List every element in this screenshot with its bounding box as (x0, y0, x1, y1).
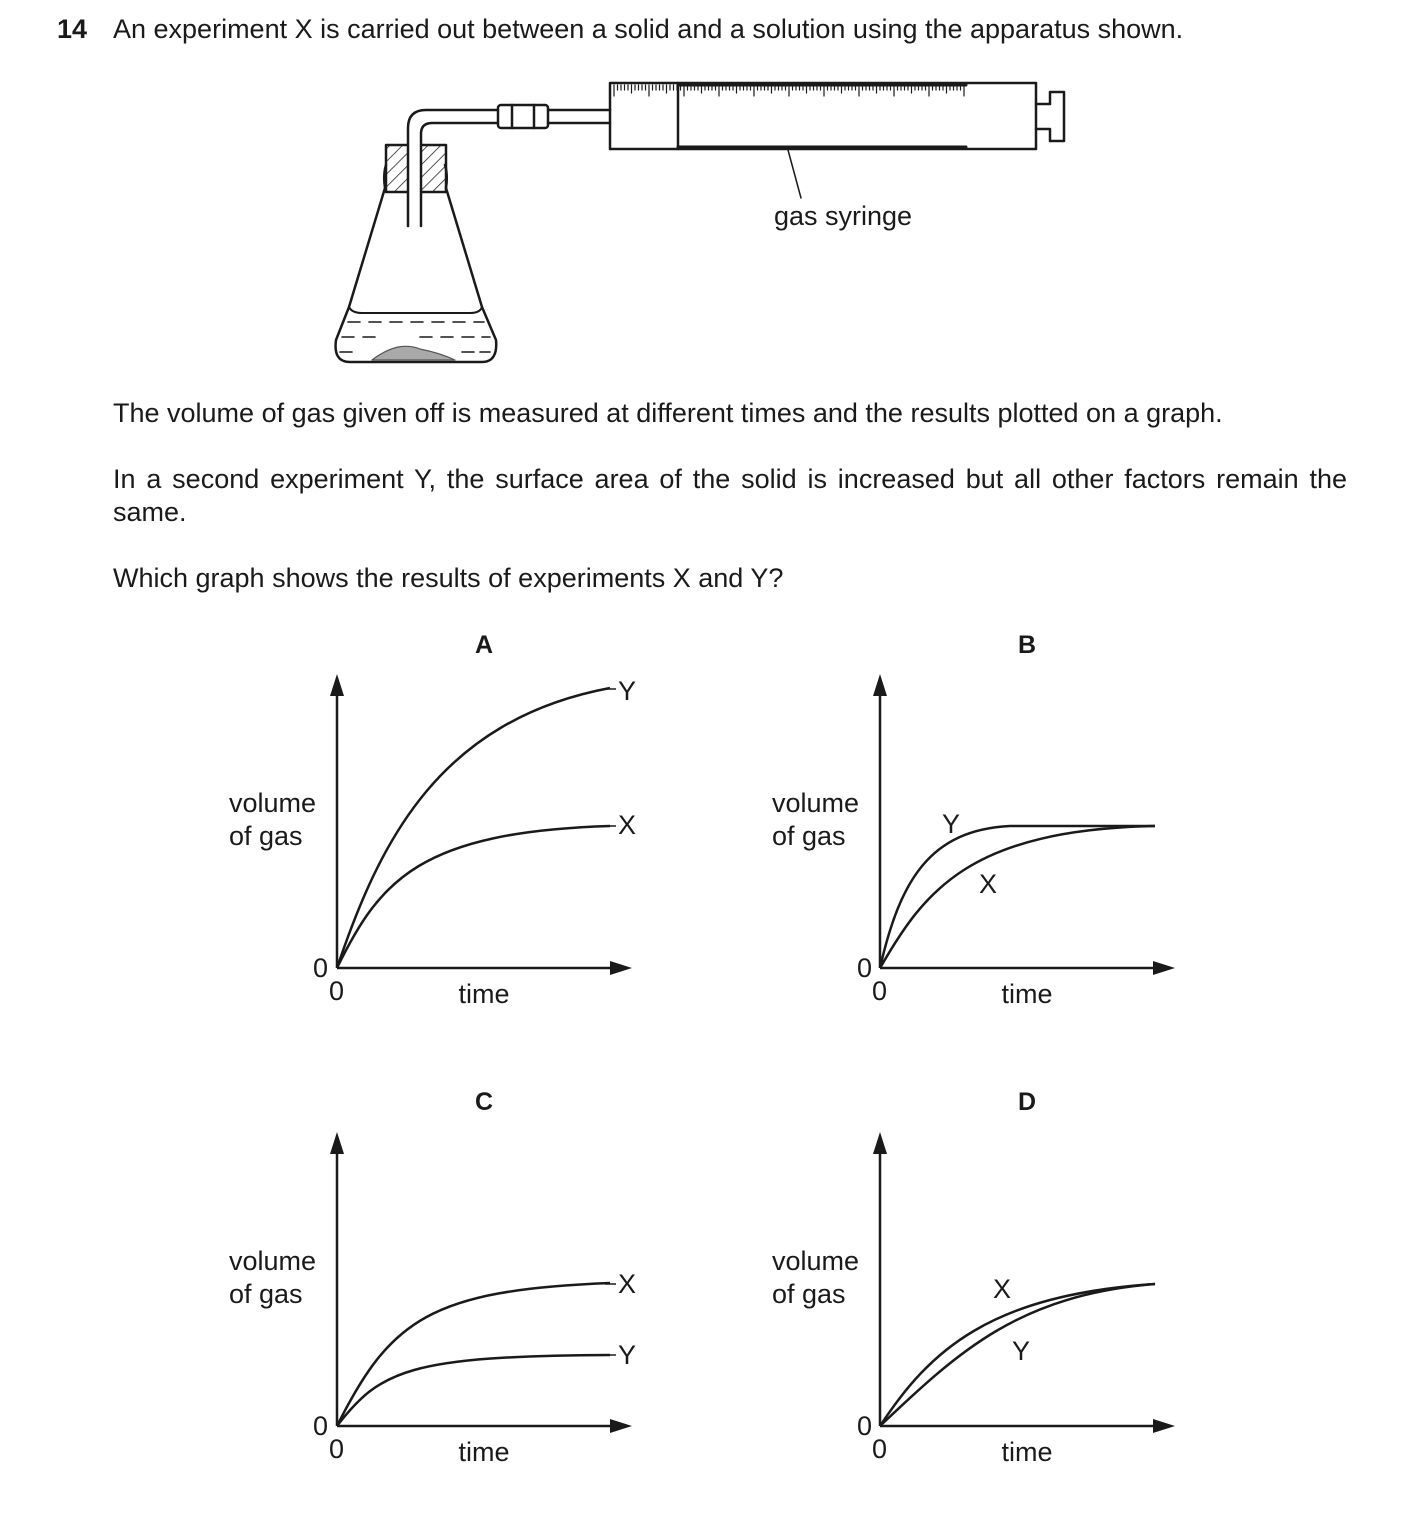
x-axis-arrow (1153, 961, 1175, 975)
origin-label: 0 (329, 976, 345, 1006)
graph-letter: C (474, 1088, 494, 1116)
graph-c (229, 1088, 636, 1467)
y-axis-label: of gas (772, 1279, 846, 1309)
paragraph-measurement: The volume of gas given off is measured at different times and the results plotted on a graph. (113, 398, 1223, 428)
y-axis-label: volume (229, 788, 317, 818)
origin-label: 0 (857, 1411, 873, 1441)
graph-a (229, 631, 636, 1009)
x-axis-label: time (1001, 1437, 1053, 1467)
origin-label: 0 (313, 953, 329, 983)
y-axis-label: of gas (229, 1279, 303, 1309)
x-axis-arrow (610, 1419, 632, 1433)
curve-x (337, 826, 610, 968)
origin-label: 0 (857, 953, 873, 983)
y-axis-label: volume (772, 788, 860, 818)
curve-label: X (618, 1269, 637, 1299)
curve-label: Y (942, 809, 961, 839)
graph-b (772, 631, 1175, 1009)
curve-label: Y (1012, 1336, 1031, 1366)
curve-label: X (993, 1274, 1012, 1304)
graph-letter: B (1017, 631, 1037, 659)
origin-label: 0 (329, 1434, 345, 1464)
x-axis-arrow (610, 961, 632, 975)
origin-label: 0 (872, 976, 888, 1006)
gas-syringe-label: gas syringe (774, 201, 913, 231)
x-axis-arrow (1153, 1419, 1175, 1433)
graph-letter: A (474, 631, 494, 659)
y-axis-arrow (873, 674, 887, 696)
question-number: 14 (57, 14, 88, 44)
paragraph-experiment-y: In a second experiment Y, the surface area of the solid is increased but all other factors remain the same. (113, 464, 1347, 527)
curve-label: Y (618, 1340, 637, 1370)
curve-label: X (979, 869, 998, 899)
graph-letter: D (1017, 1088, 1037, 1116)
y-axis-label: volume (772, 1246, 860, 1276)
paragraph-question: Which graph shows the results of experiments X and Y? (113, 563, 784, 593)
x-axis-label: time (1001, 979, 1053, 1009)
x-axis-label: time (458, 1437, 510, 1467)
curve-label: Y (618, 676, 637, 706)
origin-label: 0 (872, 1434, 888, 1464)
question-intro: An experiment X is carried out between a solid and a solution using the apparatus shown. (113, 14, 1184, 44)
curve-label: X (618, 810, 637, 840)
y-axis-label: of gas (772, 821, 846, 851)
y-axis-arrow (330, 674, 344, 696)
curve-y (880, 826, 1155, 968)
y-axis-arrow (873, 1132, 887, 1154)
x-axis-label: time (458, 979, 510, 1009)
y-axis-label: volume (229, 1246, 317, 1276)
y-axis-label: of gas (229, 821, 303, 851)
y-axis-arrow (330, 1132, 344, 1154)
curve-x (880, 826, 1155, 968)
graph-d (772, 1088, 1175, 1467)
curve-y (337, 1355, 610, 1426)
origin-label: 0 (313, 1411, 329, 1441)
